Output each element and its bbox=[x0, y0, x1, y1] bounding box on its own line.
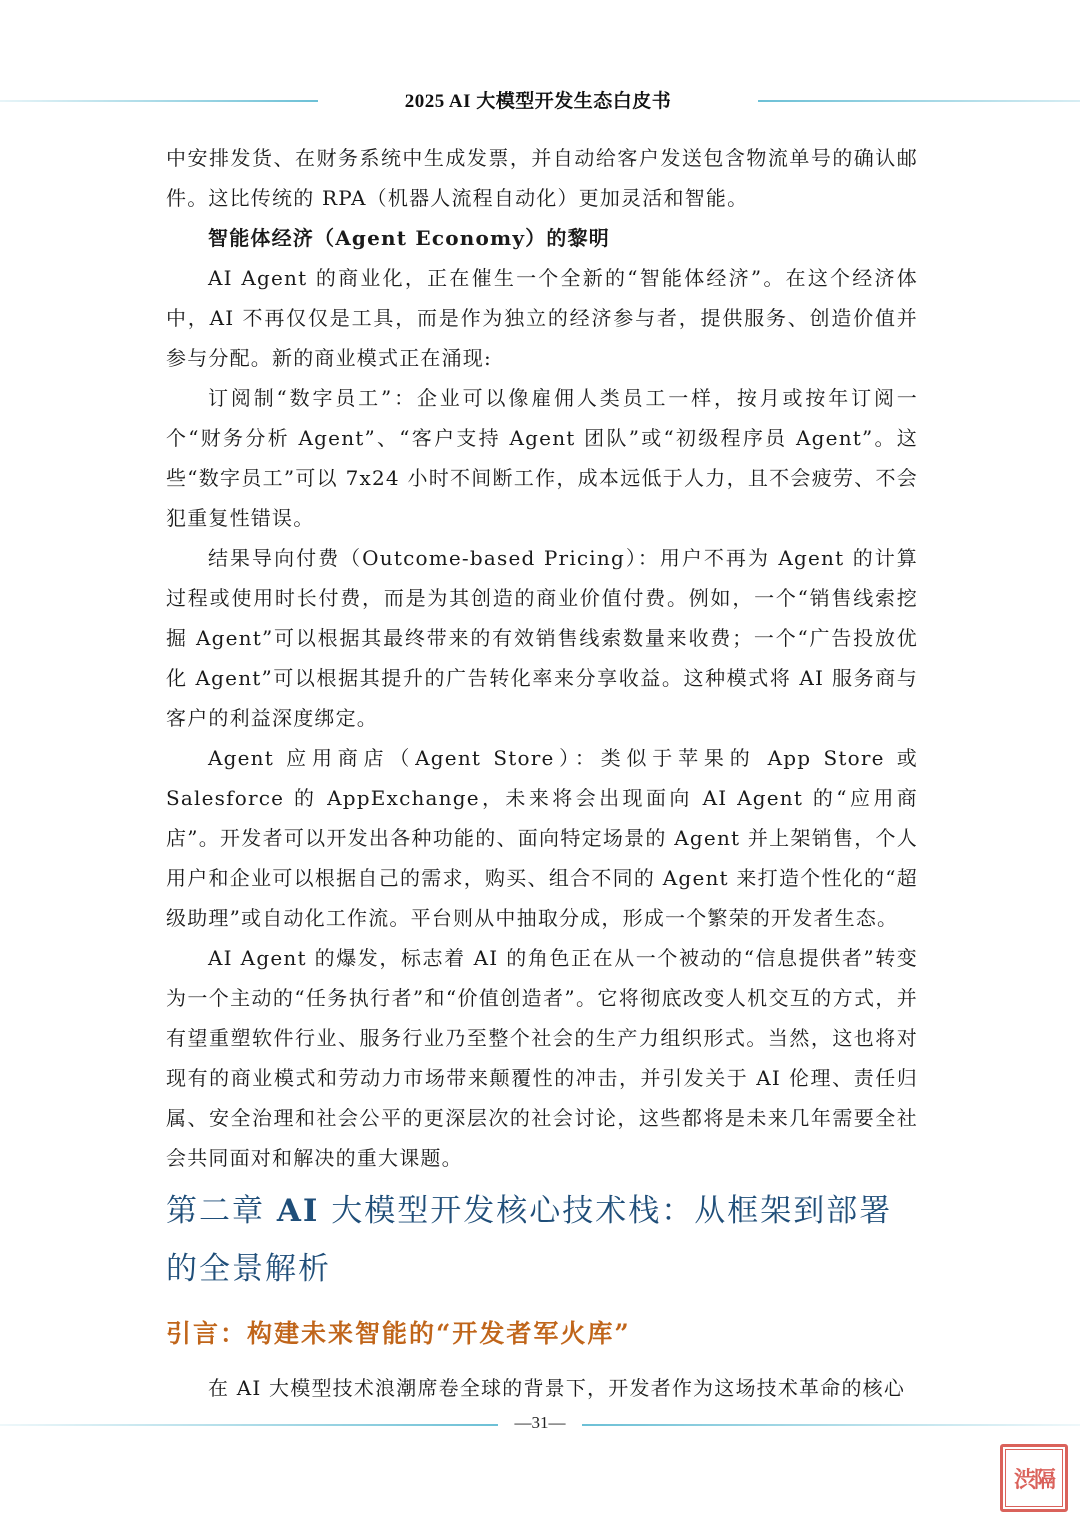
paragraph-agent-impact: AI Agent 的爆发，标志着 AI 的角色正在从一个被动的“信息提供者”转变为一个主动的“任务执行者”和“价值创造者”。它将彻底改变人机交互的方式，并有望重塑软件行业、服务行业乃至整个社会的生产力组织形式。当然，这也将对现有的商业模式和劳动力市场带来颠覆性的冲击，并引发关于 AI 伦理、责任归属、安全治理和社会公平的更深层次的社会讨论，这些都将是未来几年需要全社会共同面对和解决的重大课题。 bbox=[166, 946, 918, 1170]
chapter-heading bbox=[166, 1182, 918, 1298]
paragraph-agent-store: Agent 应用商店（Agent Store）：类似于苹果的 App Store 或 Salesforce 的 AppExchange，未来将会出现面向 AI Agent 的“应用商店”。开发者可以开发出各种功能的、面向特定场景的 Agent 并上架销售，个人用户和企业可以根据自己的需求，购买、组合不同的 Agent 来打造个性化的“超级助理”或自动化工作流。平台则从中抽取分成，形成一个繁荣的开发者生态。 bbox=[166, 746, 918, 930]
paragraph-intro: 在 AI 大模型技术浪潮席卷全球的背景下，开发者作为这场技术革命的核心 bbox=[208, 1376, 906, 1400]
footer-rule-left bbox=[0, 1424, 498, 1426]
section-heading: 引言：构建未来智能的“开发者军火库” bbox=[166, 1319, 631, 1348]
chapter-ai: AI bbox=[276, 1193, 320, 1229]
paragraph-agent-economy: AI Agent 的商业化，正在催生一个全新的“智能体经济”。在这个经济体中，AI 不再仅仅是工具，而是作为独立的经济参与者，提供服务、创造价值并参与分配。新的商业模式正在涌现: bbox=[166, 266, 918, 370]
subheading-agent-economy: 智能体经济（Agent Economy）的黎明 bbox=[208, 226, 610, 250]
header-rule-left bbox=[0, 100, 318, 102]
chapter-title-rest: 大模型开发核心技术栈：从框架到部署的全景解析 bbox=[166, 1193, 893, 1287]
header-rule-right bbox=[758, 100, 1080, 102]
seal-stamp-icon bbox=[1000, 1444, 1068, 1512]
chapter-prefix: 第二章 bbox=[166, 1193, 277, 1229]
paragraph-continuation: 中安排发货、在财务系统中生成发票，并自动给客户发送包含物流单号的确认邮件。这比传统的 RPA（机器人流程自动化）更加灵活和智能。 bbox=[166, 146, 918, 210]
page-number: —31— bbox=[514, 1413, 566, 1432]
page-header-title: 2025 AI 大模型开发生态白皮书 bbox=[404, 91, 672, 112]
page-content bbox=[166, 138, 918, 1408]
footer-rule-right bbox=[582, 1424, 1080, 1426]
paragraph-subscription: 订阅制“数字员工”：企业可以像雇佣人类员工一样，按月或按年订阅一个“财务分析 Agent”、“客户支持 Agent 团队”或“初级程序员 Agent”。这些“数字员工”可以 7x24 小时不间断工作，成本远低于人力，且不会疲劳、不会犯重复性错误。 bbox=[166, 386, 918, 530]
seal-stamp-text: 渋隔 bbox=[1005, 1449, 1063, 1507]
paragraph-outcome-pricing: 结果导向付费（Outcome-based Pricing）：用户不再为 Agent 的计算过程或使用时长付费，而是为其创造的商业价值付费。例如，一个“销售线索挖掘 Agent”可以根据其最终带来的有效销售线索数量来收费；一个“广告投放优化 Agent”可以根据其提升的广告转化率来分享收益。这种模式将 AI 服务商与客户的利益深度绑定。 bbox=[166, 546, 918, 730]
